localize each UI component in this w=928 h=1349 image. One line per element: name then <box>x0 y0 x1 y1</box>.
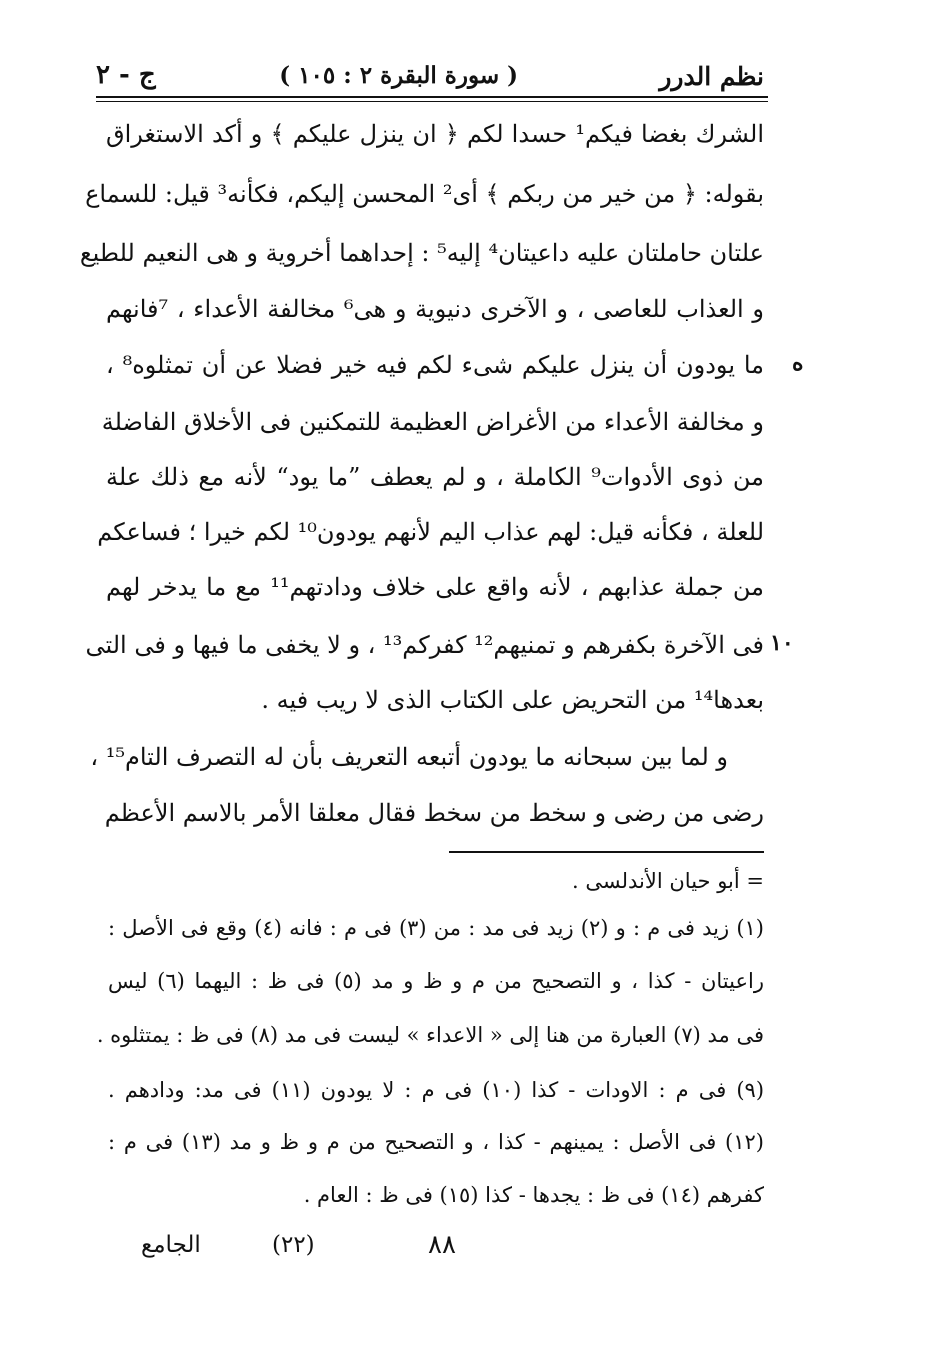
body-line: من جملة عذابهم ، لأنه واقع على خلاف ودادتهم¹¹ مع ما يدخر لهم <box>106 573 764 601</box>
body-line: من ذوى الأدوات⁹ الكاملة ، و لم يعطف ”ما يود“ لأنه مع ذلك علة <box>106 463 764 491</box>
body-line: رضى من رضى و سخط من سخط فقال معلقا الأمر بالاسم الأعظم <box>104 799 764 827</box>
footnote-line: راعيتان - كذا ، و التصحيح من م و ظ و مد (٥) فى ظ : اليهما (٦) ليس <box>108 969 764 993</box>
footer-number: (۲۲) <box>272 1232 315 1258</box>
footnote-line: = أبو حيان الأندلسى . <box>572 869 764 893</box>
body-line: علتان حاملتان عليه داعيتان⁴ إليه⁵ : إحداهما أخروية و هى النعيم للطيع <box>79 239 764 267</box>
surah-reference: ( سورة البقرة ۲ : ١٠٥ ) <box>279 62 518 89</box>
body-line: بعدها¹⁴ من التحريض على الكتاب الذى لا ريب فيه . <box>261 686 764 714</box>
header-rule-thin <box>96 101 768 102</box>
body-line: و العذاب للعاصى ، و الآخرى دنيوية و هى⁶ مخالفة الأعداء ، ⁷فانهم <box>106 295 764 323</box>
book-title: نظم الدرر <box>659 62 764 91</box>
footnote-separator <box>449 851 764 853</box>
body-line: للعلة ، فكأنه قيل: لهم عذاب اليم لأنهم يودون¹⁰ لكم خيرا ؛ فساعكم <box>97 518 764 546</box>
footnote-line: (١٢) فى الأصل : يمينهم - كذا ، و التصحيح من م و ظ و مد (١٣) فى م : <box>108 1130 764 1154</box>
line-number-10: ١٠ <box>770 630 794 656</box>
body-line: و لما بين سبحانه ما يودون أتبعه التعريف بأن له التصرف التام¹⁵ ، <box>90 743 728 771</box>
footnote-line: فى مد (٧) العبارة من هنا إلى « الاعداء » ليست فى مد (٨) فى ظ : يمتثلوه . <box>96 1023 764 1047</box>
body-line: الشرك بغضا فيكم¹ حسدا لكم ﴿ ان ينزل عليكم ﴾ و أكد الاستغراق <box>106 120 764 148</box>
body-line: بقوله: ﴿ من خير من ربكم ﴾ أى² المحسن إليكم، فكأنه³ قيل: للسماع <box>85 180 764 208</box>
footer-library: الجامع <box>141 1232 201 1258</box>
footnote-line: (٩) فى م : الاودات - كذا (١٠) فى م : لا يودون (١١) فى مد: ودادهم . <box>108 1078 765 1102</box>
footer-page-number: ۸۸ <box>428 1230 456 1260</box>
body-line: ما يودون أن ينزل عليكم شىء لكم فيه خير فضلا عن أن تمثلوه⁸ ، <box>106 351 764 379</box>
footnote-line: كفرهم (١٤) فى ظ : يجدها - كذا (١٥) فى ظ : العام . <box>303 1183 764 1207</box>
header-rule <box>96 96 768 98</box>
footnote-line: (١) زيد فى م : و (٢) زيد فى مد : من (٣) فى م : فانه (٤) وقع فى الأصل : <box>108 916 764 940</box>
line-number-5: ه <box>792 350 804 376</box>
body-line: و مخالفة الأعداء من الأغراض العظيمة للتمكنين فى الأخلاق الفاضلة <box>101 408 764 436</box>
volume-label: ج - ۲ <box>96 60 156 90</box>
body-line: فى الآخرة بكفرهم و تمنيهم¹² كفركم¹³ ، و لا يخفى ما فيها و فى التى <box>85 631 764 659</box>
